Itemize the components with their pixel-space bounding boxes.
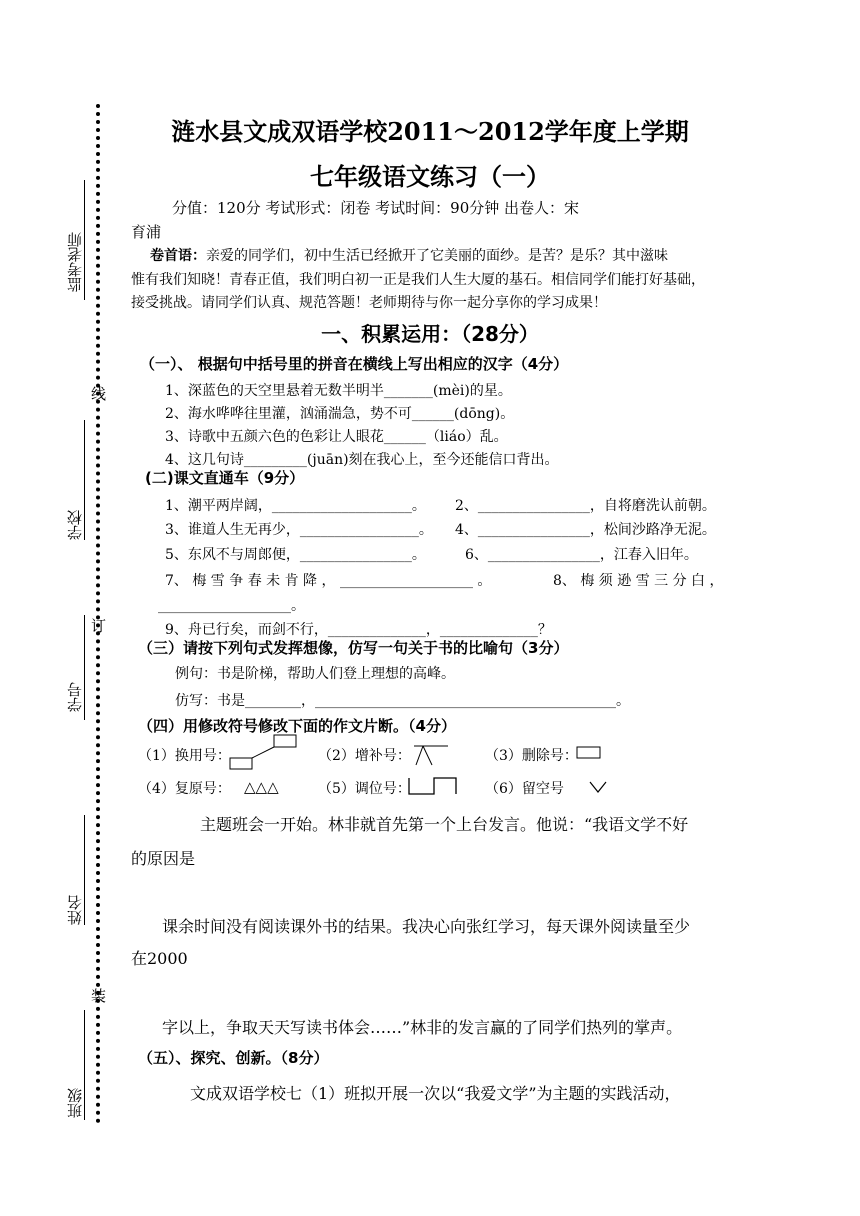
q1-item: 3、诗歌中五颜六色的色彩让人眼花______（liáo）乱。	[165, 429, 508, 445]
passage-line5: 字以上，争取天天写读书体会……”林非的发言赢的了同学们热列的掌声。	[162, 1018, 683, 1037]
name-label: 姓名	[66, 895, 84, 925]
symbol-replace-label: （1）换用号：	[138, 748, 231, 764]
q3-example: 例句：书是阶梯，帮助人们登上理想的高峰。	[175, 666, 455, 682]
binding-mark-xian: 线	[89, 386, 107, 401]
symbol-insert-label: （2）增补号：	[318, 748, 411, 764]
q2-item: 7、 梅 雪 争 春 未 肯 降 ， ___________________ 。	[165, 573, 492, 589]
q1-item: 1、深蓝色的天空里悬着无数半明半_______(mèi)的星。	[165, 383, 512, 399]
preface-line2: 惟有我们知晓！青春正值，我们明白初一正是我们人生大厦的基石。相信同学们能打好基础，	[131, 272, 705, 288]
student-no-label: 学号	[66, 682, 84, 712]
q2-item: 6、________________，江春入旧年。	[465, 547, 698, 563]
q2-item: 9、舟已行矣，而剑不行，______________，______________？	[165, 622, 552, 638]
symbol-delete-label: （3）删除号：	[485, 748, 578, 764]
binding-dotted-line	[96, 104, 100, 1124]
q2-item: 2、________________，自将磨洗认前朝。	[455, 498, 716, 514]
q1-item: 4、这几句诗_________(juān)刻在我心上，至今还能信口背出。	[165, 452, 559, 468]
symbol-swap-label: （5）调位号：	[318, 781, 411, 797]
q2-item: 4、________________，松间沙路净无泥。	[455, 522, 716, 538]
preface-label: 卷首语：	[150, 248, 206, 264]
passage-line1: 主题班会一开始。林非就首先第一个上台发言。他说：“我语文学不好	[200, 815, 689, 834]
insert-symbol-icon	[412, 745, 450, 767]
exam-info-cont: 育浦	[131, 223, 162, 241]
part1-heading: 一、积累运用：（28分）	[321, 322, 539, 346]
symbol-restore-label: （4）复原号：	[138, 781, 231, 797]
symbol-space-label: （6）留空号	[485, 781, 564, 797]
binding-mark-ding: 订	[89, 618, 107, 633]
restore-symbol-icon: △△△	[244, 778, 279, 796]
q3-imitate: 仿写：书是________，___________________________________________。	[175, 693, 630, 709]
preface-line1	[150, 245, 668, 265]
passage-line2: 的原因是	[131, 849, 196, 868]
exam-subtitle: 七年级语文练习（一）	[310, 162, 550, 191]
passage-line4: 在2000	[131, 949, 188, 968]
q2-heading: (二)课文直通车（9分）	[145, 469, 305, 487]
q2-item: 5、东风不与周郎便，________________。	[165, 547, 426, 563]
q1-heading: （一）、 根据句中括号里的拼音在横线上写出相应的汉字（4分）	[140, 355, 569, 373]
school-label: 学校	[66, 510, 84, 540]
invigilator-label: 监考老师	[66, 232, 84, 292]
swap-symbol-icon	[406, 776, 460, 796]
q2-item-cont: ___________________。	[158, 598, 305, 614]
q3-heading: （三）请按下列句式发挥想像，仿写一句关于书的比喻句（3分）	[138, 639, 569, 657]
q2-item: 8、 梅 须 逊 雪 三 分 白 ，	[553, 573, 724, 589]
class-label: 班级	[66, 1088, 84, 1118]
q1-item: 2、海水哗哗往里灌，汹涌湍急，势不可______(dōng)。	[165, 406, 515, 422]
space-symbol-icon	[588, 780, 608, 794]
q5-line1: 文成双语学校七（1）班拟开展一次以“我爱文学”为主题的实践活动，	[190, 1084, 681, 1103]
q2-item: 1、潮平两岸阔，____________________。	[165, 498, 426, 514]
exam-info: 分值：120分 考试形式：闭卷 考试时间：90分钟 出卷人：宋	[172, 199, 580, 217]
exam-title: 涟水县文成双语学校2011～2012学年度上学期	[171, 117, 689, 146]
replace-symbol-icon	[226, 734, 300, 770]
q4-heading: （四）用修改符号修改下面的作文片断。（4分）	[138, 717, 456, 735]
passage-line3: 课余时间没有阅读课外书的结果。我决心向张红学习，每天课外阅读量至少	[162, 917, 691, 936]
q5-heading: （五）、探究、创新。（8分）	[138, 1049, 329, 1067]
preface-line3: 接受挑战。请同学们认真、规范答题！老师期待与你一起分享你的学习成果！	[131, 295, 607, 311]
binding-mark-zhuang: 装	[89, 988, 107, 1003]
q2-item: 3、谁道人生无再少，_________________。	[165, 522, 433, 538]
preface-text-1: 亲爱的同学们，初中生活已经掀开了它美丽的面纱。是苦？是乐？其中滋味	[206, 248, 668, 264]
delete-symbol-icon	[576, 746, 602, 760]
